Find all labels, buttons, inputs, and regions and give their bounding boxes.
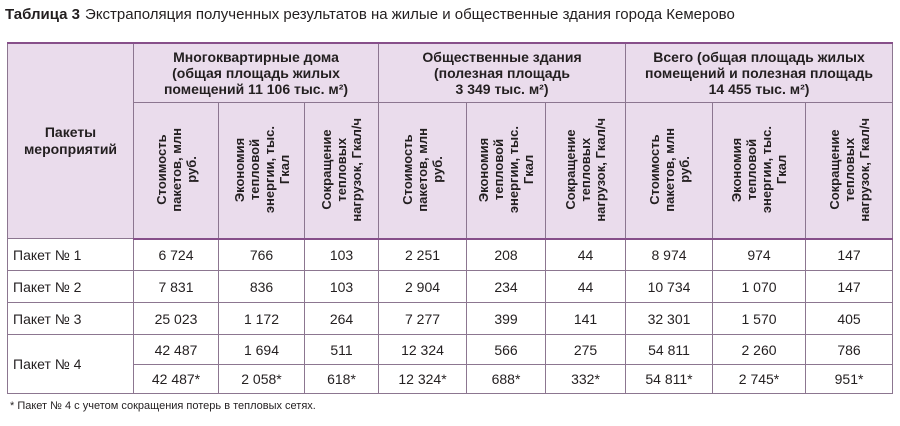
public-cost-value: 2 251 (379, 239, 467, 271)
public-load-reduction-value: 44 (546, 271, 626, 303)
column-header-public-heat-savings (467, 102, 546, 239)
column-header-public-cost (379, 102, 467, 239)
total-load-reduction-value: 147 (806, 271, 893, 303)
column-header-line: тепловых (841, 138, 857, 202)
column-header-line: руб. (430, 156, 446, 184)
column-header-line: Экономия (476, 137, 492, 203)
column-header-line: тепловых (334, 138, 349, 202)
column-header-line: нагрузок, Гкал/ч (856, 118, 872, 222)
column-header-apartments-heat-savings (219, 102, 305, 239)
table-row-package-3 (8, 303, 893, 335)
apartments-cost-value: 42 487 (134, 335, 219, 365)
column-header-line: Экономия (729, 137, 745, 203)
apartments-load-reduction-value: 103 (305, 239, 379, 271)
group-header-line: Общественные здания (422, 48, 582, 65)
package-label: Пакет № 2 (8, 271, 134, 303)
apartments-heat-savings-value: 1 694 (219, 335, 305, 365)
table-title: Экстраполяция полученных результатов на жилые и общественные здания города Кемерово (85, 6, 735, 23)
table-row-package-2 (8, 271, 893, 303)
total-cost-value: 8 974 (626, 239, 713, 271)
column-header-line: Стоимость (646, 134, 662, 206)
column-header-line: энергии, тыс. (759, 126, 775, 214)
table-number: Таблица 3 (5, 6, 81, 23)
apartments-heat-savings-value: 766 (219, 239, 305, 271)
group-header-line: помещений и полезная площадь (645, 64, 874, 81)
total-heat-savings-marked-value: 2 745* (713, 365, 806, 394)
public-heat-savings-value: 208 (467, 239, 546, 271)
package-label: Пакет № 1 (8, 239, 134, 271)
apartments-cost-value: 7 831 (134, 271, 219, 303)
public-load-reduction-value: 141 (546, 303, 626, 335)
group-header-line: Всего (общая площадь жилых (653, 48, 865, 65)
apartments-load-reduction-value: 103 (305, 271, 379, 303)
column-header-line: Стоимость (400, 134, 416, 206)
column-header-line: тепловой (491, 139, 507, 201)
group-header-line: 3 349 тыс. м²) (455, 80, 549, 97)
total-load-reduction-value: 147 (806, 239, 893, 271)
column-header-line: Гкал (276, 155, 292, 185)
public-heat-savings-value: 234 (467, 271, 546, 303)
group-header-public-buildings (379, 43, 626, 102)
group-header-total (626, 43, 893, 102)
total-cost-value: 32 301 (626, 303, 713, 335)
total-load-reduction-value: 786 (806, 335, 893, 365)
group-header-line: 14 455 тыс. м²) (708, 80, 810, 97)
total-heat-savings-value: 2 260 (713, 335, 806, 365)
public-load-reduction-value: 275 (546, 335, 626, 365)
apartments-cost-value: 25 023 (134, 303, 219, 335)
public-cost-value: 2 904 (379, 271, 467, 303)
group-header-apartment-buildings (134, 43, 379, 102)
column-header-line: нагрузок, Гкал/ч (349, 118, 364, 222)
column-header-line: руб. (183, 156, 199, 184)
column-header-total-heat-savings (713, 102, 806, 239)
data-table (7, 42, 893, 394)
public-cost-marked-value: 12 324* (379, 365, 467, 394)
total-load-reduction-value: 405 (806, 303, 893, 335)
column-header-line: энергии, тыс. (261, 126, 277, 214)
apartments-load-reduction-marked-value: 618* (305, 365, 379, 394)
column-header-public-load-reduction (546, 102, 626, 239)
group-header-line: (общая площадь жилых (172, 64, 340, 81)
row-header-line: Пакеты (44, 124, 97, 140)
public-load-reduction-marked-value: 332* (546, 365, 626, 394)
total-heat-savings-value: 974 (713, 239, 806, 271)
public-heat-savings-value: 566 (467, 335, 546, 365)
apartments-cost-marked-value: 42 487* (134, 365, 219, 394)
table-row-package-4 (8, 335, 893, 365)
apartments-heat-savings-value: 1 172 (219, 303, 305, 335)
total-cost-marked-value: 54 811* (626, 365, 713, 394)
column-header-line: Гкал (774, 155, 790, 185)
column-header-line: Стоимость (153, 134, 169, 206)
public-heat-savings-value: 399 (467, 303, 546, 335)
total-heat-savings-value: 1 570 (713, 303, 806, 335)
public-cost-value: 7 277 (379, 303, 467, 335)
column-header-total-load-reduction (806, 102, 893, 239)
column-header-line: Экономия (231, 137, 247, 203)
column-header-row (8, 102, 893, 239)
column-header-apartments-cost (134, 102, 219, 239)
table-footnote: * Пакет № 4 с учетом сокращения потерь в тепловых сетях. (10, 400, 316, 412)
column-header-line: нагрузок, Гкал/ч (593, 118, 609, 222)
column-header-line: тепловых (578, 138, 594, 202)
table-row-package-4-marked (8, 365, 893, 394)
column-header-line: энергии, тыс. (506, 126, 522, 214)
column-header-line: пакетов, млн (415, 128, 431, 212)
column-header-line: Сокращение (826, 129, 842, 211)
column-header-line: Гкал (521, 155, 537, 185)
column-header-apartments-load-reduction (305, 102, 379, 239)
apartments-heat-savings-value: 836 (219, 271, 305, 303)
total-cost-value: 54 811 (626, 335, 713, 365)
column-header-line: руб. (676, 156, 692, 184)
column-header-line: пакетов, млн (661, 128, 677, 212)
table-caption (5, 6, 735, 24)
apartments-cost-value: 6 724 (134, 239, 219, 271)
column-header-line: пакетов, млн (168, 128, 184, 212)
group-header-line: (полезная площадь (433, 64, 571, 81)
total-load-reduction-marked-value: 951* (806, 365, 893, 394)
apartments-load-reduction-value: 511 (305, 335, 379, 365)
total-heat-savings-value: 1 070 (713, 271, 806, 303)
row-header-line: мероприятий (23, 141, 118, 157)
column-header-line: Сокращение (563, 129, 579, 211)
column-header-line: Сокращение (319, 129, 334, 211)
public-load-reduction-value: 44 (546, 239, 626, 271)
group-header-line: Многоквартирные дома (173, 48, 339, 65)
column-header-line: тепловой (246, 139, 262, 201)
package-label: Пакет № 3 (8, 303, 134, 335)
total-cost-value: 10 734 (626, 271, 713, 303)
row-header-packages (8, 43, 134, 239)
apartments-load-reduction-value: 264 (305, 303, 379, 335)
table-row-package-1 (8, 239, 893, 271)
package-label: Пакет № 4 (8, 335, 134, 394)
group-header-row (8, 43, 893, 102)
column-header-line: тепловой (744, 139, 760, 201)
column-header-total-cost (626, 102, 713, 239)
group-header-line: помещений 11 106 тыс. м²) (163, 80, 349, 97)
public-heat-savings-marked-value: 688* (467, 365, 546, 394)
apartments-heat-savings-marked-value: 2 058* (219, 365, 305, 394)
public-cost-value: 12 324 (379, 335, 467, 365)
